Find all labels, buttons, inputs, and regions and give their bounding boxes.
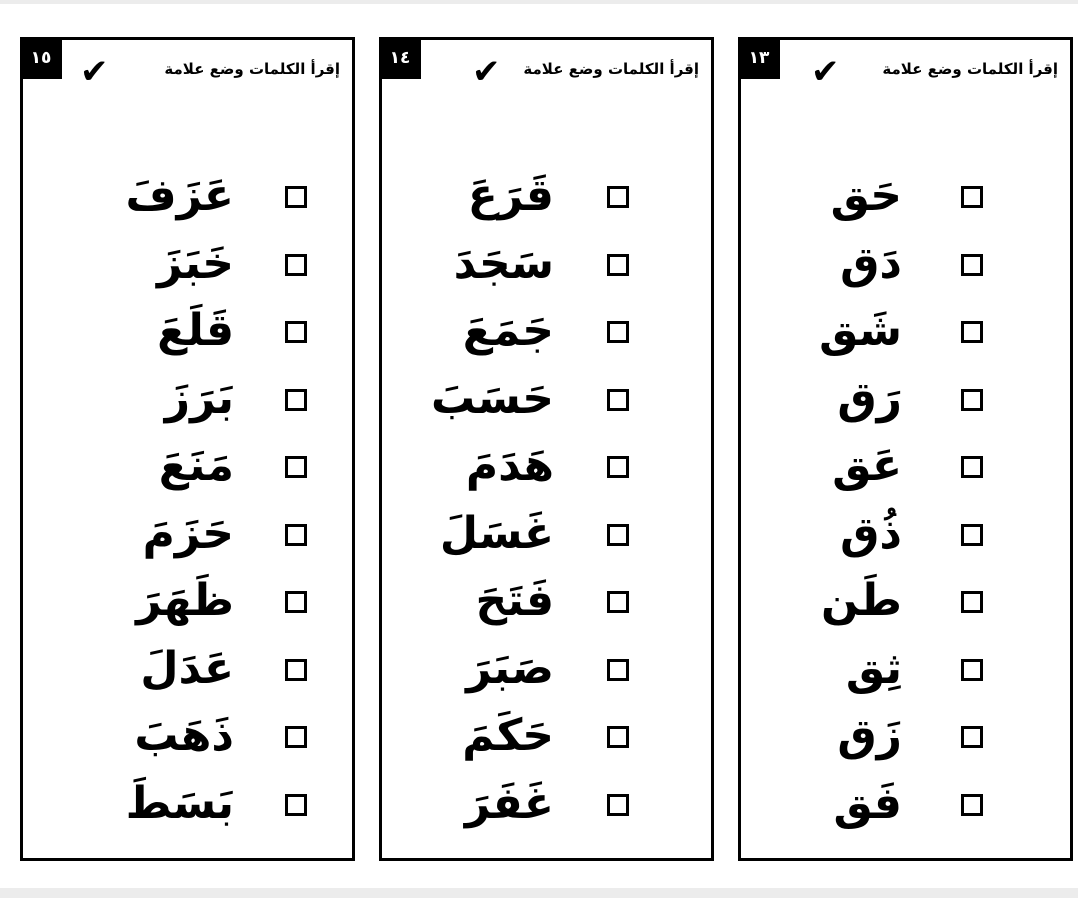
list-item xyxy=(23,365,352,433)
checkbox[interactable] xyxy=(961,524,983,546)
word: ذَهَبَ xyxy=(134,710,234,761)
checkbox[interactable] xyxy=(285,591,307,613)
checkbox[interactable] xyxy=(607,524,629,546)
word-card-13 xyxy=(738,37,1073,861)
list-item xyxy=(382,365,711,433)
checkbox[interactable] xyxy=(607,726,629,748)
word: مَنَعَ xyxy=(158,440,234,491)
checkbox[interactable] xyxy=(285,456,307,478)
worksheet-page xyxy=(0,4,1078,888)
word: طَن xyxy=(820,575,902,626)
check-mark-icon: ✔ xyxy=(472,52,501,92)
word-card-14 xyxy=(379,37,714,861)
list-item xyxy=(23,297,352,365)
card-number: ١٤ xyxy=(379,37,421,79)
card-number: ١٥ xyxy=(20,37,62,79)
word: حَكَمَ xyxy=(462,710,554,761)
list-item xyxy=(741,567,1070,635)
checkbox[interactable] xyxy=(961,456,983,478)
word-list xyxy=(382,162,711,837)
instruction-text: إقرأ الكلمات وضع علامة xyxy=(164,60,340,78)
checkbox[interactable] xyxy=(607,591,629,613)
word-list xyxy=(741,162,1070,837)
list-item xyxy=(741,432,1070,500)
list-item xyxy=(382,500,711,568)
checkbox[interactable] xyxy=(961,321,983,343)
card-number: ١٣ xyxy=(738,37,780,79)
list-item xyxy=(382,635,711,703)
list-item xyxy=(741,365,1070,433)
instruction-text: إقرأ الكلمات وضع علامة xyxy=(882,60,1058,78)
checkbox[interactable] xyxy=(285,186,307,208)
check-mark-icon: ✔ xyxy=(811,52,840,92)
list-item xyxy=(23,567,352,635)
word: رَق xyxy=(837,372,902,424)
list-item xyxy=(382,770,711,838)
word: قَلَعَ xyxy=(157,305,234,356)
list-item xyxy=(382,702,711,770)
list-item xyxy=(23,162,352,230)
list-item xyxy=(741,500,1070,568)
word: عَق xyxy=(832,440,902,491)
word: حَسَبَ xyxy=(430,372,554,424)
checkbox[interactable] xyxy=(961,794,983,816)
word: قَرَعَ xyxy=(467,170,554,221)
list-item xyxy=(382,432,711,500)
checkbox[interactable] xyxy=(607,254,629,276)
checkbox[interactable] xyxy=(961,591,983,613)
word: سَجَدَ xyxy=(453,237,554,289)
list-item xyxy=(741,230,1070,298)
word-list xyxy=(23,162,352,837)
instruction-text: إقرأ الكلمات وضع علامة xyxy=(523,60,699,78)
checkbox[interactable] xyxy=(961,389,983,411)
checkbox[interactable] xyxy=(285,659,307,681)
checkbox[interactable] xyxy=(607,456,629,478)
word: دَق xyxy=(840,237,902,289)
list-item xyxy=(382,162,711,230)
list-item xyxy=(741,702,1070,770)
list-item xyxy=(382,230,711,298)
list-item xyxy=(382,567,711,635)
list-item xyxy=(741,635,1070,703)
check-mark-icon: ✔ xyxy=(80,52,109,92)
checkbox[interactable] xyxy=(961,726,983,748)
checkbox[interactable] xyxy=(607,321,629,343)
checkbox[interactable] xyxy=(285,794,307,816)
word: جَمَعَ xyxy=(462,305,554,356)
word: صَبَرَ xyxy=(466,642,554,694)
list-item xyxy=(382,297,711,365)
word: ذُق xyxy=(840,507,902,559)
word: حَق xyxy=(830,170,902,221)
word: حَزَمَ xyxy=(142,507,234,559)
word: بَسَطَ xyxy=(125,777,234,829)
list-item xyxy=(23,432,352,500)
checkbox[interactable] xyxy=(285,321,307,343)
word: هَدَمَ xyxy=(465,440,554,491)
word: خَبَزَ xyxy=(156,237,234,289)
checkbox[interactable] xyxy=(961,659,983,681)
checkbox[interactable] xyxy=(285,524,307,546)
word: غَفَرَ xyxy=(464,777,554,829)
checkbox[interactable] xyxy=(607,659,629,681)
word: ثِق xyxy=(845,642,902,694)
word: غَسَلَ xyxy=(439,507,554,559)
checkbox[interactable] xyxy=(607,794,629,816)
checkbox[interactable] xyxy=(285,389,307,411)
word: عَزَفَ xyxy=(125,170,234,221)
list-item xyxy=(23,635,352,703)
list-item xyxy=(741,770,1070,838)
word: بَرَزَ xyxy=(164,372,234,424)
word: شَق xyxy=(819,305,902,356)
list-item xyxy=(741,297,1070,365)
word: عَدَلَ xyxy=(140,642,234,694)
word: ظَهَرَ xyxy=(136,575,234,626)
checkbox[interactable] xyxy=(961,186,983,208)
checkbox[interactable] xyxy=(961,254,983,276)
list-item xyxy=(23,230,352,298)
checkbox[interactable] xyxy=(285,254,307,276)
list-item xyxy=(23,500,352,568)
word: فَتَحَ xyxy=(475,575,554,626)
word: زَق xyxy=(837,710,902,761)
word: فَق xyxy=(833,777,902,829)
list-item xyxy=(23,702,352,770)
list-item xyxy=(23,770,352,838)
word-card-15 xyxy=(20,37,355,861)
checkbox[interactable] xyxy=(285,726,307,748)
checkbox[interactable] xyxy=(607,186,629,208)
checkbox[interactable] xyxy=(607,389,629,411)
list-item xyxy=(741,162,1070,230)
